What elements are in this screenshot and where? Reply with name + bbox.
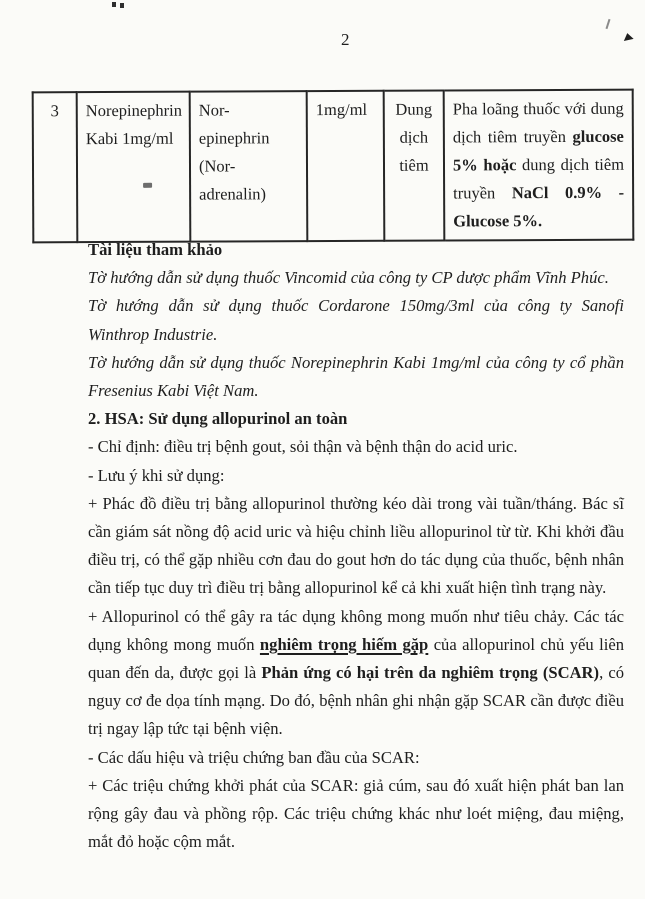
drug-name-text: Norepinephrin Kabi 1mg/ml: [85, 100, 183, 149]
cell-row-index: 3: [33, 92, 78, 242]
section-heading: 2. HSA: Sử dụng allopurinol an toàn: [88, 409, 348, 429]
references-heading: Tài liệu tham khảo: [88, 240, 223, 259]
cell-dilution-instructions: [444, 90, 634, 241]
text-segment: nghiêm trọng hiếm gặp: [259, 634, 429, 654]
scan-artifact: [143, 183, 152, 188]
scan-artifact: [112, 2, 116, 7]
paragraph: + Các triệu chứng khởi phát của SCAR: giả cúm, sau đó xuất hiện phát ban lan rộng gây đau và phồng rộp. Các triệu chứng khác như loét miệng, đau miệng, mắt đỏ hoặc cộm mắt.: [88, 775, 624, 852]
scan-artifact: [622, 32, 633, 41]
cell-strength: 1mg/ml: [307, 91, 385, 241]
table-row: [33, 90, 634, 243]
text-segment: của allopurinol chủ yếu liên quan đến da, được gọi là: [88, 634, 624, 683]
cell-drug-name: [77, 92, 191, 242]
paragraph: - Chỉ định: điều trị bệnh gout, sỏi thận và bệnh thận do acid uric.: [88, 437, 518, 457]
text-segment: Phản ứng có hại trên da nghiêm trọng (SCAR): [261, 663, 600, 683]
paragraph: + Phác đồ điều trị bằng allopurinol thường kéo dài trong vài tuần/tháng. Bác sĩ cần giám sát nồng độ acid uric và hiệu chỉnh liều allopurinol từ từ. Khi khởi đầu điều trị, có thể gặp nhiều cơn đau do gout hơn do tác dụng của thuốc, bệnh nhân cần tiếp tục duy trì điều trị bằng allopurinol kể cả khi xuất hiện tình trạng này.: [88, 493, 624, 598]
paragraph: - Lưu ý khi sử dụng:: [88, 465, 225, 485]
text-segment: dung dịch tiêm truyền: [453, 154, 625, 203]
text-segment: glucose 5% hoặc: [452, 126, 624, 175]
paragraph: - Các dấu hiệu và triệu chứng ban đầu của SCAR:: [88, 747, 420, 767]
text-segment: + Allopurinol có thể gây ra tác dụng không mong muốn như tiêu chảy. Các tác dụng không mong muốn: [88, 606, 624, 654]
drug-table: [32, 89, 635, 244]
body-text: [88, 236, 624, 856]
page-number: 2: [341, 30, 350, 49]
reference-item: Tờ hướng dẫn sử dụng thuốc Cordarone 150mg/3ml của công ty Sanofi Winthrop Industrie.: [88, 296, 624, 344]
text-segment: , có nguy cơ đe dọa tính mạng. Do đó, bệnh nhân ghi nhận gặp SCAR cần được điều trị ngay lập tức tại bệnh viện.: [88, 663, 624, 739]
text-segment: NaCl 0.9% - Glucose 5%.: [453, 182, 625, 231]
paragraph: [88, 603, 624, 744]
reference-item: Tờ hướng dẫn sử dụng thuốc Norepinephrin Kabi 1mg/ml của công ty cổ phần Fresenius Kabi Việt Nam.: [88, 352, 624, 401]
cell-dosage-form: Dung dịch tiêm: [384, 91, 445, 241]
cell-active-ingredient: Nor-epinephrin (Nor- adrenalin): [190, 91, 308, 242]
text-segment: Pha loãng thuốc với dung dịch tiêm truyền: [452, 98, 624, 147]
scan-artifact: [606, 19, 611, 29]
reference-item: Tờ hướng dẫn sử dụng thuốc Vincomid của công ty CP dược phẩm Vĩnh Phúc.: [88, 268, 609, 288]
